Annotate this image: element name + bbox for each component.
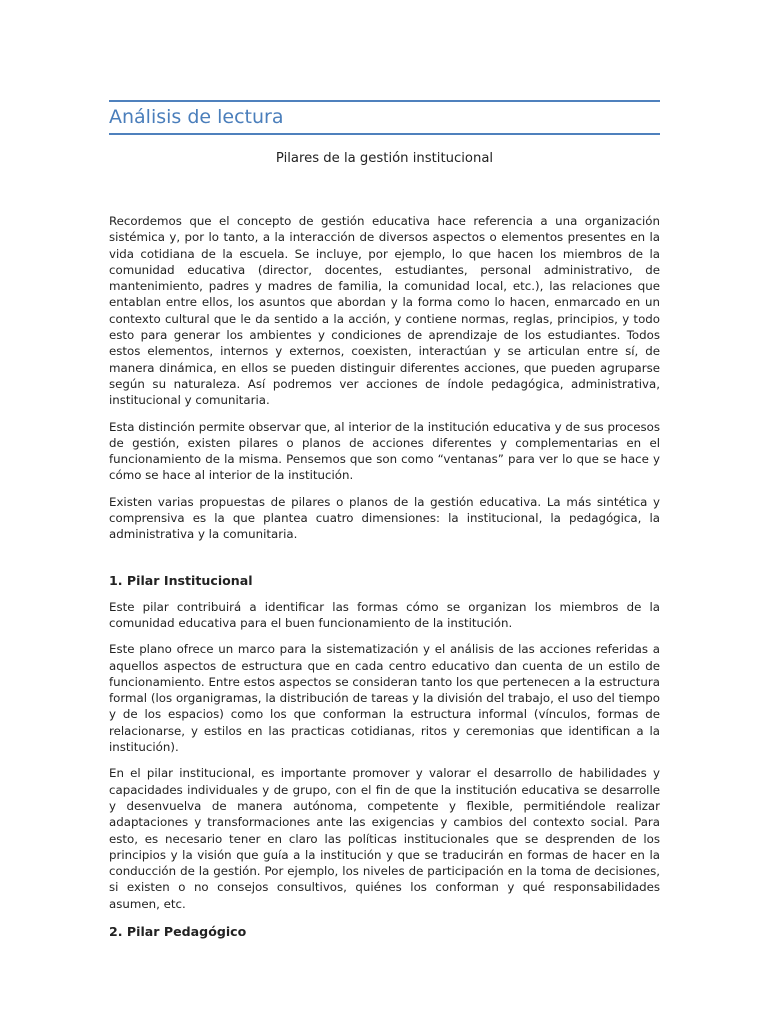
section-paragraph: Este plano ofrece un marco para la sistematización y el análisis de las acciones referidas a aquellos aspectos de estructura que en cada centro educativo dan cuenta de un estilo de funcionamiento. Entre estos aspectos se consideran tanto los que pertenecen a la estructura formal (los organigramas, la distribución de tareas y la división del trabajo, el uso del tiempo y de los espacios) como los que conforman la estructura informal (vínculos, formas de relacionarse, y estilos en las practicas cotidianas, ritos y ceremonias que identifican a la institución). <box>109 642 660 755</box>
section-title-pilar-pedagogico: 2. Pilar Pedagógico <box>109 923 247 939</box>
heading-bottom-rule <box>109 133 660 135</box>
section-paragraph: Este pilar contribuirá a identificar las formas cómo se organizan los miembros de la comunidad educativa para el buen funcionamiento de la institución. <box>109 599 660 630</box>
document-heading: Análisis de lectura <box>109 106 284 128</box>
section-paragraph: En el pilar institucional, es importante promover y valorar el desarrollo de habilidades y capacidades individuales y de grupo, con el fin de que la institución educativa se desarrolle y desenvuelva de manera autónoma, competente y flexible, permitiéndole realizar adaptaciones y transformaciones ante las exigencias y cambios del contexto social. Para esto, es necesario tener en claro las políticas institucionales que se desprenden de los principios y la visión que guía a la institución y que se traducirán en formas de hacer en la conducción de la gestión. Por ejemplo, los niveles de participación en la toma de decisiones, si existen o no consejos consultivos, quiénes los conforman y qué responsabilidades asumen, etc. <box>109 766 660 911</box>
document-page <box>109 100 660 950</box>
intro-paragraph: Existen varias propuestas de pilares o planos de la gestión educativa. La más sintética y comprensiva es la que plantea cuatro dimensiones: la institucional, la pedagógica, la administrativa y la comunitaria. <box>109 494 660 542</box>
heading-top-rule <box>109 100 660 102</box>
intro-paragraph: Recordemos que el concepto de gestión educativa hace referencia a una organización sistémica y, por lo tanto, a la interacción de diversos aspectos o elementos presentes en la vida cotidiana de la escuela. Se incluye, por ejemplo, lo que hacen los miembros de la comunidad educativa (director, docentes, estudiantes, personal administrativo, de mantenimiento, padres y madres de familia, la comunidad local, etc.), las relaciones que entablan entre ellos, los asuntos que abordan y la forma como lo hacen, enmarcado en un contexto cultural que le da sentido a la acción, y contiene normas, reglas, principios, y todo esto para generar los ambientes y condiciones de aprendizaje de los estudiantes. Todos estos elementos, internos y externos, coexisten, interactúan y se articulan entre sí, de manera dinámica, en ellos se pueden distinguir diferentes acciones, que pueden agruparse según su naturaleza. Así podremos ver acciones de índole pedagógica, administrativa, institucional y comunitaria. <box>109 214 660 408</box>
section-title-pilar-institucional: 1. Pilar Institucional <box>109 572 253 588</box>
intro-paragraph: Esta distinción permite observar que, al interior de la institución educativa y de sus procesos de gestión, existen pilares o planos de acciones diferentes y complementarias en el funcionamiento de la misma. Pensemos que son como “ventanas” para ver lo que se hace y cómo se hace al interior de la institución. <box>109 419 660 483</box>
document-subtitle: Pilares de la gestión institucional <box>275 151 494 166</box>
